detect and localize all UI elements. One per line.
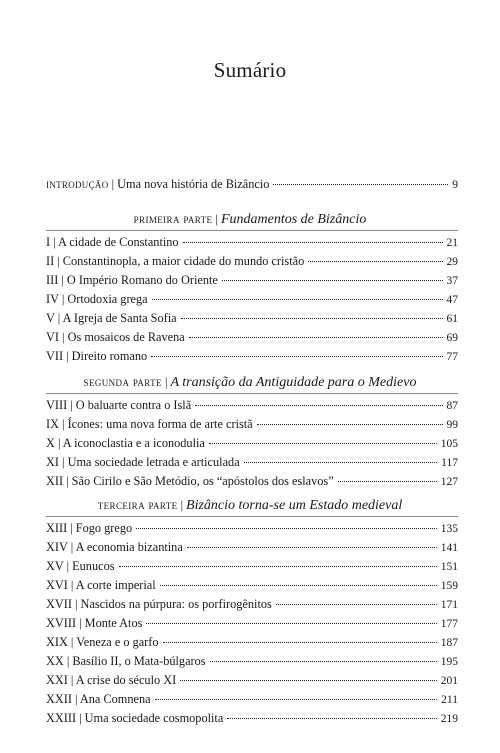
chapter-title: XVI | A corte imperial — [46, 578, 156, 592]
dot-leader — [151, 356, 442, 357]
page-number: 21 — [446, 237, 458, 249]
page-number: 159 — [440, 580, 458, 592]
part-rule — [46, 516, 458, 517]
toc-entry[interactable] — [46, 519, 458, 538]
part-heading-2 — [0, 373, 500, 392]
chapter-title: III | O Império Romano do Oriente — [46, 273, 218, 287]
dot-leader — [155, 699, 438, 700]
dot-leader — [222, 280, 443, 281]
toc-entry[interactable] — [46, 652, 458, 671]
page-number: 47 — [446, 294, 458, 306]
chapter-title: VI | Os mosaicos de Ravena — [46, 330, 185, 344]
part-label: segunda parte — [83, 375, 162, 389]
chapter-title: XXII | Ana Comnena — [46, 692, 151, 706]
dot-leader — [187, 547, 437, 548]
part-separator: | — [180, 498, 184, 512]
dot-leader — [146, 623, 436, 624]
dot-leader — [136, 528, 437, 529]
page-number: 117 — [441, 457, 458, 469]
page-number: 219 — [440, 713, 458, 725]
page-number: 135 — [440, 523, 458, 535]
chapter-title: XVIII | Monte Atos — [46, 616, 143, 630]
page-number: 29 — [446, 256, 458, 268]
toc-entry-introduction[interactable] — [46, 175, 458, 194]
dot-leader — [119, 566, 437, 567]
toc-entry[interactable] — [46, 595, 458, 614]
dot-leader — [227, 718, 436, 719]
toc-entry[interactable] — [46, 690, 458, 709]
page-number: 69 — [446, 332, 458, 344]
page-number: 105 — [440, 438, 458, 450]
intro-separator: | — [111, 177, 115, 191]
page-number: 171 — [440, 599, 458, 611]
dot-leader — [163, 642, 437, 643]
toc-entry[interactable] — [46, 309, 458, 328]
page-number: 77 — [446, 351, 458, 363]
page-number: 9 — [452, 179, 458, 191]
toc-entry[interactable] — [46, 290, 458, 309]
dot-leader — [209, 443, 437, 444]
dot-leader — [180, 680, 437, 681]
page-number: 201 — [440, 675, 458, 687]
page-number: 87 — [446, 400, 458, 412]
page-number: 211 — [441, 694, 458, 706]
dot-leader — [276, 604, 437, 605]
chapter-title: IX | Ícones: uma nova forma de arte cristã — [46, 417, 253, 431]
part-name: Fundamentos de Bizâncio — [220, 212, 367, 227]
part-label: terceira parte — [97, 498, 178, 512]
part-separator: | — [215, 212, 218, 226]
part-heading-1 — [0, 210, 500, 229]
chapter-title: XV | Eunucos — [46, 559, 115, 573]
toc-entry[interactable] — [46, 434, 458, 453]
page-title: Sumário — [213, 58, 287, 82]
toc-entry[interactable] — [46, 538, 458, 557]
toc-entry[interactable] — [46, 453, 458, 472]
part-rule — [46, 393, 458, 394]
dot-leader — [257, 424, 443, 425]
page-number: 61 — [446, 313, 458, 325]
page-number: 99 — [446, 419, 458, 431]
dot-leader — [152, 299, 443, 300]
dot-leader — [183, 242, 443, 243]
toc-entry[interactable] — [46, 576, 458, 595]
page-number: 177 — [440, 618, 458, 630]
chapter-title: XIII | Fogo grego — [46, 521, 133, 535]
chapter-title: VII | Direito romano — [46, 349, 148, 363]
chapter-title: XXI | A crise do século XI — [46, 673, 177, 687]
chapter-title: II | Constantinopla, a maior cidade do mundo cristão — [46, 254, 305, 268]
dot-leader — [189, 337, 443, 338]
chapter-title: IV | Ortodoxia grega — [46, 292, 148, 306]
toc-entry[interactable] — [46, 396, 458, 415]
toc-entry[interactable] — [46, 252, 458, 271]
toc-entry[interactable] — [46, 557, 458, 576]
toc-entry[interactable] — [46, 271, 458, 290]
part-label: primeira parte — [133, 212, 213, 226]
toc-entry[interactable] — [46, 415, 458, 434]
page-number: 37 — [446, 275, 458, 287]
chapter-title: XX | Basílio II, o Mata-búlgaros — [46, 654, 206, 668]
toc-entry[interactable] — [46, 472, 458, 491]
dot-leader — [181, 318, 443, 319]
chapter-title: XII | São Cirilo e São Metódio, os “apóstolos dos eslavos” — [46, 474, 334, 488]
chapter-title: VIII | O baluarte contra o Islã — [46, 398, 192, 412]
part-separator: | — [164, 375, 168, 389]
part-name: A transição da Antiguidade para o Medievo — [170, 375, 417, 390]
chapter-title: XVII | Nascidos na púrpura: os porfirogênitos — [46, 597, 272, 611]
page-number: 187 — [440, 637, 458, 649]
page-number: 127 — [440, 476, 458, 488]
dot-leader — [273, 184, 448, 185]
dot-leader — [160, 585, 437, 586]
chapter-title: XI | Uma sociedade letrada e articulada — [46, 455, 240, 469]
toc-entry[interactable] — [46, 347, 458, 366]
dot-leader — [210, 661, 437, 662]
toc-entry[interactable] — [46, 633, 458, 652]
toc-entry[interactable] — [46, 328, 458, 347]
dot-leader — [195, 405, 442, 406]
toc-entry[interactable] — [46, 671, 458, 690]
dot-leader — [308, 261, 442, 262]
dot-leader — [338, 481, 437, 482]
page-number: 195 — [440, 656, 458, 668]
part-rule — [46, 230, 458, 231]
chapter-title: XIV | A economia bizantina — [46, 540, 183, 554]
toc-entry[interactable] — [46, 233, 458, 252]
dot-leader — [244, 462, 438, 463]
page-number: 151 — [440, 561, 458, 573]
intro-text: Uma nova história de Bizâncio — [117, 177, 270, 191]
chapter-title: XIX | Veneza e o garfo — [46, 635, 159, 649]
intro-label: introdução — [46, 177, 109, 191]
page-number: 141 — [440, 542, 458, 554]
chapter-title: X | A iconoclastia e a iconodulia — [46, 436, 205, 450]
chapter-title: I | A cidade de Constantino — [46, 235, 179, 249]
chapter-title: XXIII | Uma sociedade cosmopolita — [46, 711, 224, 725]
chapter-title: V | A Igreja de Santa Sofia — [46, 311, 177, 325]
part-heading-3 — [0, 496, 500, 515]
toc-entry[interactable] — [46, 709, 458, 728]
part-name: Bizâncio torna-se um Estado medieval — [186, 498, 403, 513]
toc-entry[interactable] — [46, 614, 458, 633]
